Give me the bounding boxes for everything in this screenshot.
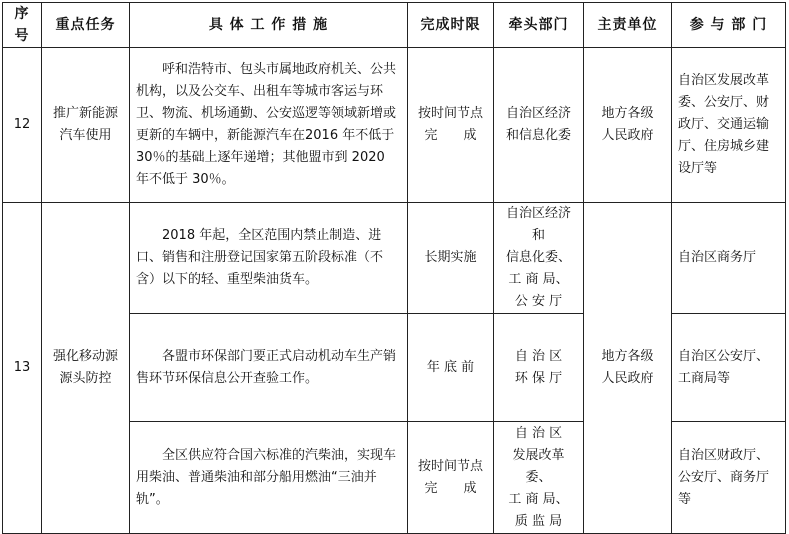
lead-dept-cell: 自治区经济 和信息化委	[494, 48, 584, 203]
lead-dept-cell: 自 治 区 发展改革委、 工 商 局、 质 监 局	[494, 422, 584, 534]
lead-dept-cell: 自治区经济和 信息化委、 工 商 局、 公 安 厅	[494, 203, 584, 314]
header-lead: 牵头部门	[494, 3, 584, 48]
task-cell: 推广新能源 汽车使用	[42, 48, 130, 203]
header-no: 序号	[3, 3, 42, 48]
measure-cell: 呼和浩特市、包头市属地政府机关、公共机构，以及公交车、出租车等城市客运与环卫、物流、机场通勤、公安巡逻等领域新增或更新的车辆中，新能源汽车在2016 年不低于 30％的基础上逐年递增；其他盟市到 2020 年不低于 30％。	[130, 48, 408, 203]
lead-dept-cell: 自 治 区 环 保 厅	[494, 314, 584, 422]
measure-cell: 2018 年起，全区范围内禁止制造、进口、销售和注册登记国家第五阶段标准（不含）以下的轻、重型柴油货车。	[130, 203, 408, 314]
table-row	[3, 203, 786, 314]
deadline-cell: 年 底 前	[408, 314, 494, 422]
resp-unit-cell: 地方各级 人民政府	[584, 48, 672, 203]
measure-cell: 各盟市环保部门要正式启动机动车生产销售环节环保信息公开查验工作。	[130, 314, 408, 422]
participants-cell: 自治区公安厅、工商局等	[672, 314, 786, 422]
deadline-cell: 长期实施	[408, 203, 494, 314]
header-measure: 具 体 工 作 措 施	[130, 3, 408, 48]
header-row	[3, 3, 786, 48]
participants-cell: 自治区商务厅	[672, 203, 786, 314]
table-row	[3, 48, 786, 203]
row-number: 12	[3, 48, 42, 203]
participants-cell: 自治区发展改革委、公安厅、财政厅、交通运输厅、住房城乡建设厅等	[672, 48, 786, 203]
header-deadline: 完成时限	[408, 3, 494, 48]
measure-cell: 全区供应符合国六标准的汽柴油，实现车用柴油、普通柴油和部分船用燃油“三油并轨”。	[130, 422, 408, 534]
header-participants: 参 与 部 门	[672, 3, 786, 48]
measures-table	[2, 2, 786, 534]
deadline-cell: 按时间节点 完 成	[408, 48, 494, 203]
header-resp: 主责单位	[584, 3, 672, 48]
header-task: 重点任务	[42, 3, 130, 48]
row-number: 13	[3, 203, 42, 534]
participants-cell: 自治区财政厅、公安厅、商务厅等	[672, 422, 786, 534]
deadline-cell: 按时间节点 完 成	[408, 422, 494, 534]
task-cell: 强化移动源 源头防控	[42, 203, 130, 534]
resp-unit-cell: 地方各级 人民政府	[584, 203, 672, 534]
